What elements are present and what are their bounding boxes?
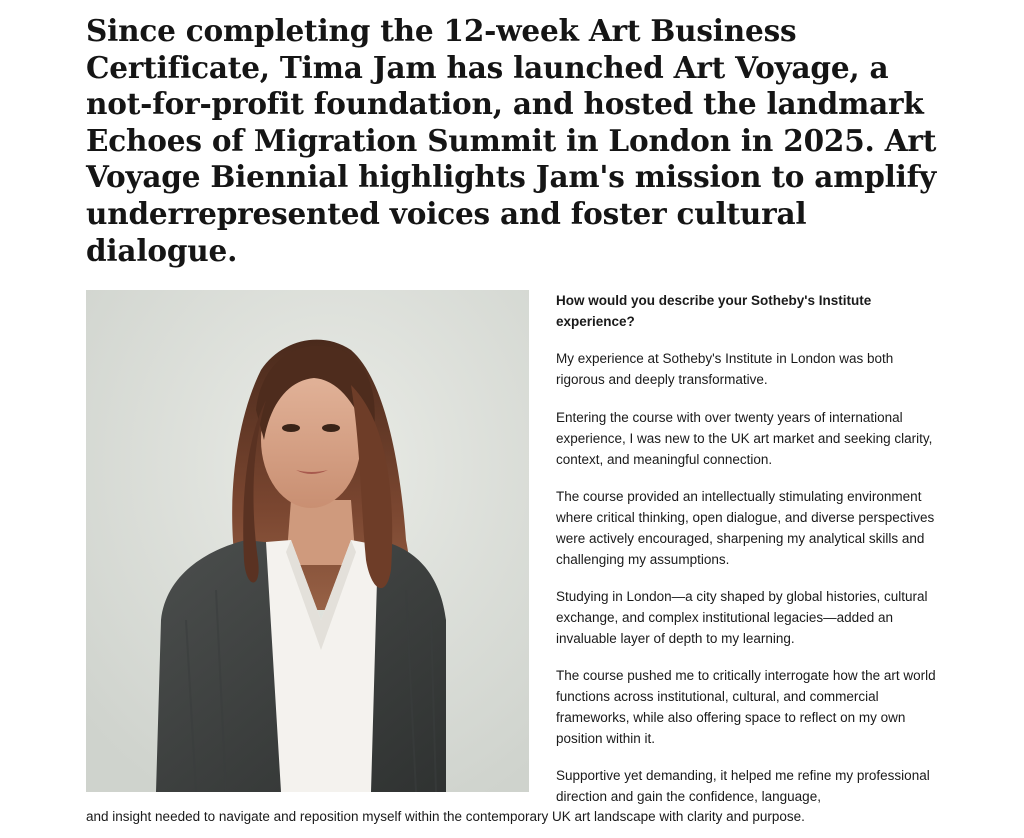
answer-paragraph-6-end: and insight needed to navigate and reposition myself within the contemporary UK art landscape with clarity and purpose. — [86, 809, 805, 824]
answer-paragraph-6-start: Supportive yet demanding, it helped me refine my professional direction and gain the confidence, language, — [556, 768, 930, 804]
portrait-photo — [86, 290, 529, 792]
portrait-illustration — [86, 290, 529, 792]
answer-paragraph-4: Studying in London—a city shaped by global histories, cultural exchange, and complex institutional legacies—added an invaluable layer of depth to my learning. — [556, 589, 928, 646]
headline: Since completing the 12-week Art Business Certificate, Tima Jam has launched Art Voyage, a not-for-profit foundation, and hosted the landmark Echoes of Migration Summit in London in 2025. Art Voyage Biennial highlights Jam's mission to amplify underrepresented voices and foster cultural dialogue. — [86, 13, 937, 268]
answer-paragraph-5: The course pushed me to critically interrogate how the art world functions across institutional, cultural, and commercial frameworks, while also offering space to reflect on my own position within it. — [556, 668, 936, 746]
interview-question: How would you describe your Sotheby's Institute experience? — [556, 293, 872, 329]
answer-paragraph-3: The course provided an intellectually stimulating environment where critical thinking, open dialogue, and diverse perspectives were actively encouraged, sharpening my analytical skills and challenging my assumptions. — [556, 489, 935, 567]
answer-paragraph-1: My experience at Sotheby's Institute in London was both rigorous and deeply transformative. — [556, 351, 894, 387]
answer-paragraph-2: Entering the course with over twenty years of international experience, I was new to the UK art market and seeking clarity, context, and meaningful connection. — [556, 410, 933, 467]
